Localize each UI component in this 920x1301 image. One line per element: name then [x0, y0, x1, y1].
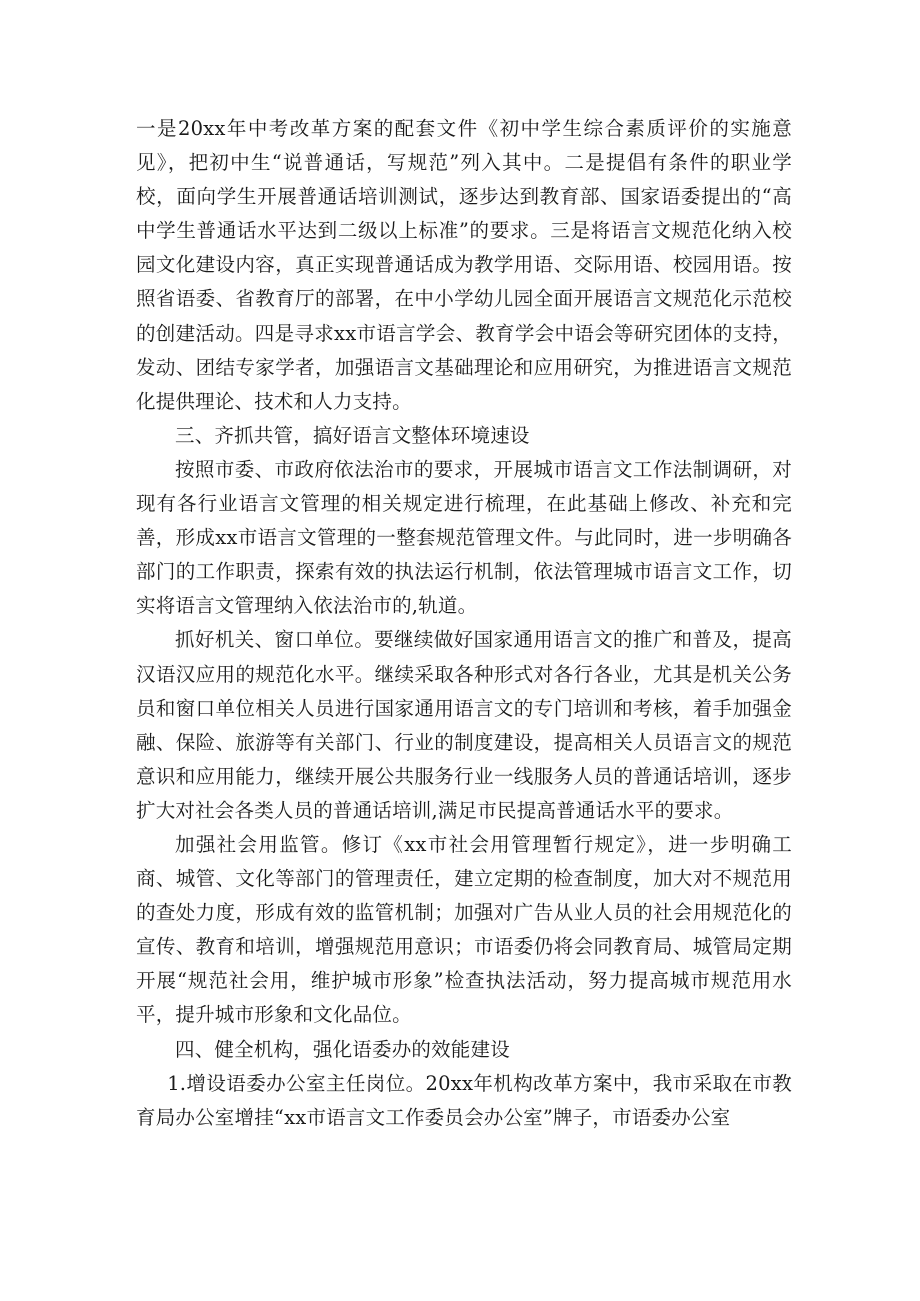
paragraph-5: 1.增设语委办公室主任岗位。20xx年机构改革方案中，我市采取在市教育局办公室增挂“xx市语言文工作委员会办公室”牌子，市语委办公室 — [136, 1071, 792, 1129]
paragraph-2: 按照市委、市政府依法治市的要求，开展城市语言文工作法制调研，对现有各行业语言文管理的相关规定进行梳理，在此基础上修改、补充和完善，形成xx市语言文管理的一整套规范管理文件。与此同时，进一步明确各部门的工作职责，探索有效的执法运行机制，依法管理城市语言文工作，切实将语言文管理纳入依法治市的,轨道。 — [136, 457, 792, 618]
section-heading-3: 三、齐抓共管，搞好语言文整体环境速设 — [175, 423, 530, 447]
paragraph-3: 抓好机关、窗口单位。要继续做好国家通用语言文的推广和普及，提高汉语汉应用的规范化水平。继续采取各种形式对各行各业，尤其是机关公务员和窗口单位相关人员进行国家通用语言文的专门培训和考核，着手加强金融、保险、旅游等有关部门、行业的制度建设，提高相关人员语言文的规范意识和应用能力，继续开展公共服务行业一线服务人员的普通话培训，逐步扩大对社会各类人员的普通话培训,满足市民提高普通话水平的要求。 — [136, 628, 792, 822]
paragraph-4: 加强社会用监管。修订《xx市社会用管理暂行规定》，进一步明确工商、城管、文化等部门的管理责任，建立定期的检查制度，加大对不规范用的查处力度，形成有效的监管机制；加强对广告从业人员的社会用规范化的宣传、教育和培训，增强规范用意识；市语委仍将会同教育局、城管局定期开展“规范社会用，维护城市形象”检查执法活动，努力提高城市规范用水平，提升城市形象和文化品位。 — [136, 832, 792, 1027]
document-body — [136, 112, 792, 1135]
section-heading-4: 四、健全机构，强化语委办的效能建设 — [175, 1037, 510, 1061]
paragraph-1: 一是20xx年中考改革方案的配套文件《初中学生综合素质评价的实施意见》，把初中生“说普通话，写规范”列入其中。二是提倡有条件的职业学校，面向学生开展普通话培训测试，逐步达到教育部、国家语委提出的“高中学生普通话水平达到二级以上标准”的要求。三是将语言文规范化纳入校园文化建设内容，真正实现普通话成为教学用语、交际用语、校园用语。按照省语委、省教育厅的部署，在中小学幼儿园全面开展语言文规范化示范校的创建活动。四是寻求xx市语言学会、教育学会中语会等研究团体的支持，发动、团结专家学者，加强语言文基础理论和应用研究，为推进语言文规范化提供理论、技术和人力支持。 — [136, 117, 792, 413]
